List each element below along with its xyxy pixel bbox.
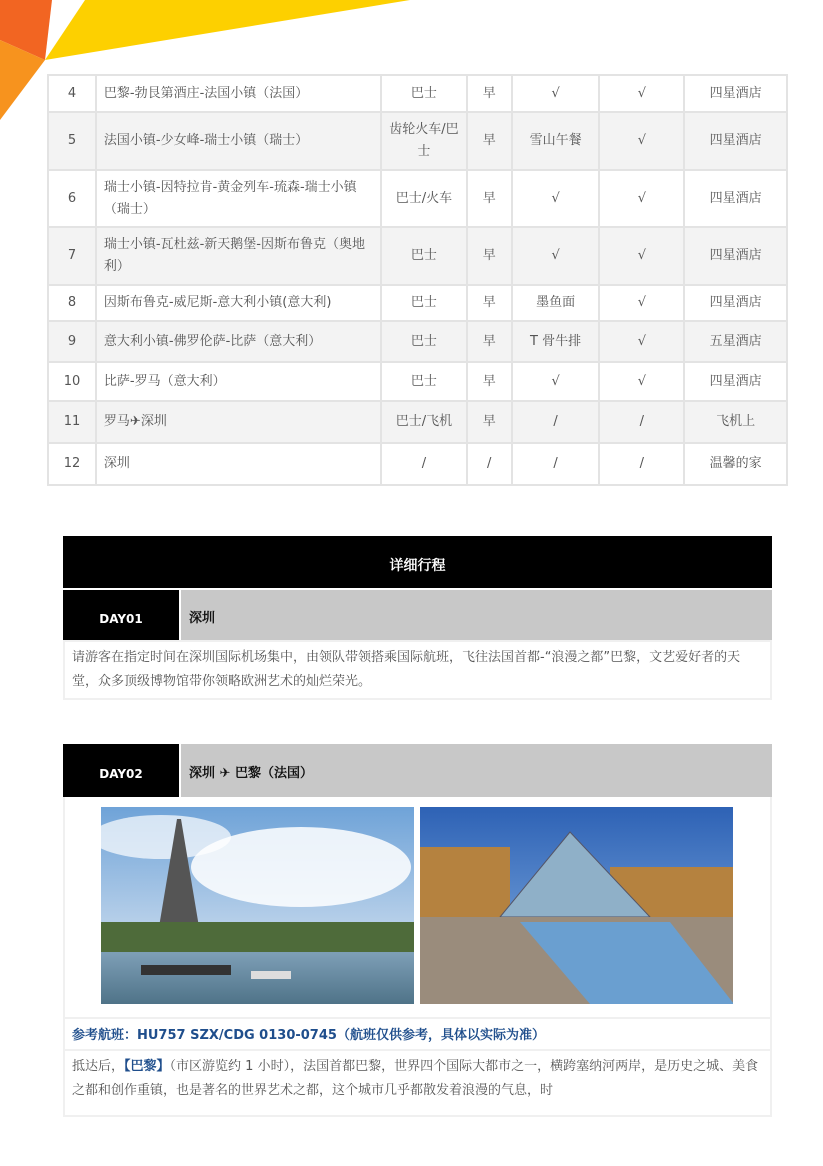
table-row [48, 285, 787, 321]
cell-dinner: √ [599, 112, 684, 170]
reference-flight: 参考航班：HU757 SZX/CDG 0130-0745（航班仅供参考，具体以实际为准） [63, 1019, 772, 1051]
cell-hotel: 四星酒店 [684, 170, 787, 227]
cell-dinner: / [599, 443, 684, 485]
cell-hotel: 四星酒店 [684, 75, 787, 112]
table-row [48, 75, 787, 112]
cell-route: 巴黎-勃艮第酒庄-法国小镇（法国） [96, 75, 381, 112]
cell-lunch: √ [512, 170, 600, 227]
cell-hotel: 温馨的家 [684, 443, 787, 485]
cell-day: 4 [48, 75, 96, 112]
cell-dinner: √ [599, 75, 684, 112]
cell-breakfast: 早 [467, 75, 512, 112]
eiffel-tower-photo [101, 807, 414, 1004]
photo-row [63, 797, 772, 1019]
cell-breakfast: 早 [467, 401, 512, 443]
cell-dinner: √ [599, 285, 684, 321]
text: 抵达后， [72, 1059, 125, 1074]
cell-breakfast: 早 [467, 227, 512, 285]
detail-title: 详细行程 [63, 536, 772, 588]
day-label: DAY02 [63, 744, 179, 797]
cell-transport: 巴士 [381, 321, 467, 362]
cell-transport: 齿轮火车/巴士 [381, 112, 467, 170]
day01-header [63, 590, 772, 640]
day02-section [63, 744, 772, 1117]
cell-breakfast: / [467, 443, 512, 485]
itinerary-table [47, 74, 788, 486]
day01-description: 请游客在指定时间在深圳国际机场集中，由领队带领搭乘国际航班，飞往法国首都-“浪漫之都”巴黎，文艺爱好者的天堂，众多顶级博物馆带你领略欧洲艺术的灿烂荣光。 [63, 640, 772, 700]
cell-day: 8 [48, 285, 96, 321]
louvre-pyramid-photo [420, 807, 733, 1004]
day02-header [63, 744, 772, 797]
cell-transport: 巴士 [381, 285, 467, 321]
cell-breakfast: 早 [467, 285, 512, 321]
cell-lunch: T 骨牛排 [512, 321, 600, 362]
cell-transport: 巴士/火车 [381, 170, 467, 227]
text: （市区游览约 1 小时），法国首都巴黎，世界四个国际大都市之一，横跨塞纳河两岸，是历史之城、美食之都和创作重镇，也是著名的世界艺术之都，这个城市几乎都散发着浪漫的气息，时 [72, 1059, 759, 1098]
cell-dinner: √ [599, 362, 684, 401]
cell-lunch: 雪山午餐 [512, 112, 600, 170]
table-row [48, 443, 787, 485]
cell-lunch: √ [512, 362, 600, 401]
day-title: 深圳 ✈ 巴黎（法国） [181, 744, 772, 797]
table-row [48, 112, 787, 170]
cell-hotel: 四星酒店 [684, 112, 787, 170]
day-label: DAY01 [63, 590, 179, 640]
cell-transport: 巴士/飞机 [381, 401, 467, 443]
cell-hotel: 五星酒店 [684, 321, 787, 362]
cell-hotel: 飞机上 [684, 401, 787, 443]
cell-dinner: √ [599, 227, 684, 285]
cell-dinner: √ [599, 170, 684, 227]
cell-breakfast: 早 [467, 362, 512, 401]
cell-lunch: 墨鱼面 [512, 285, 600, 321]
cell-dinner: √ [599, 321, 684, 362]
cell-route: 瑞士小镇-瓦杜兹-新天鹅堡-因斯布鲁克（奥地利） [96, 227, 381, 285]
cell-day: 11 [48, 401, 96, 443]
cell-route: 因斯布鲁克-威尼斯-意大利小镇(意大利) [96, 285, 381, 321]
table-row [48, 321, 787, 362]
detail-section [63, 536, 772, 700]
cell-transport: / [381, 443, 467, 485]
cell-route: 罗马✈深圳 [96, 401, 381, 443]
cell-transport: 巴士 [381, 362, 467, 401]
cell-route: 比萨-罗马（意大利） [96, 362, 381, 401]
cell-hotel: 四星酒店 [684, 227, 787, 285]
cell-transport: 巴士 [381, 227, 467, 285]
cell-breakfast: 早 [467, 321, 512, 362]
cell-breakfast: 早 [467, 170, 512, 227]
cell-day: 5 [48, 112, 96, 170]
cell-route: 瑞士小镇-因特拉肯-黄金列车-琉森-瑞士小镇（瑞士） [96, 170, 381, 227]
cell-transport: 巴士 [381, 75, 467, 112]
cell-hotel: 四星酒店 [684, 362, 787, 401]
cell-day: 12 [48, 443, 96, 485]
cell-day: 7 [48, 227, 96, 285]
day-title: 深圳 [181, 590, 772, 640]
cell-lunch: √ [512, 75, 600, 112]
cell-day: 10 [48, 362, 96, 401]
cell-hotel: 四星酒店 [684, 285, 787, 321]
cell-route: 意大利小镇-佛罗伦萨-比萨（意大利） [96, 321, 381, 362]
cell-lunch: / [512, 443, 600, 485]
highlight-paris: 【巴黎】 [124, 1059, 170, 1074]
cell-day: 6 [48, 170, 96, 227]
day02-description [63, 1051, 772, 1117]
cell-dinner: / [599, 401, 684, 443]
cell-route: 法国小镇-少女峰-瑞士小镇（瑞士） [96, 112, 381, 170]
cell-route: 深圳 [96, 443, 381, 485]
cell-lunch: √ [512, 227, 600, 285]
table-row [48, 362, 787, 401]
table-row [48, 227, 787, 285]
cell-breakfast: 早 [467, 112, 512, 170]
cell-day: 9 [48, 321, 96, 362]
table-row [48, 401, 787, 443]
table-row [48, 170, 787, 227]
cell-lunch: / [512, 401, 600, 443]
